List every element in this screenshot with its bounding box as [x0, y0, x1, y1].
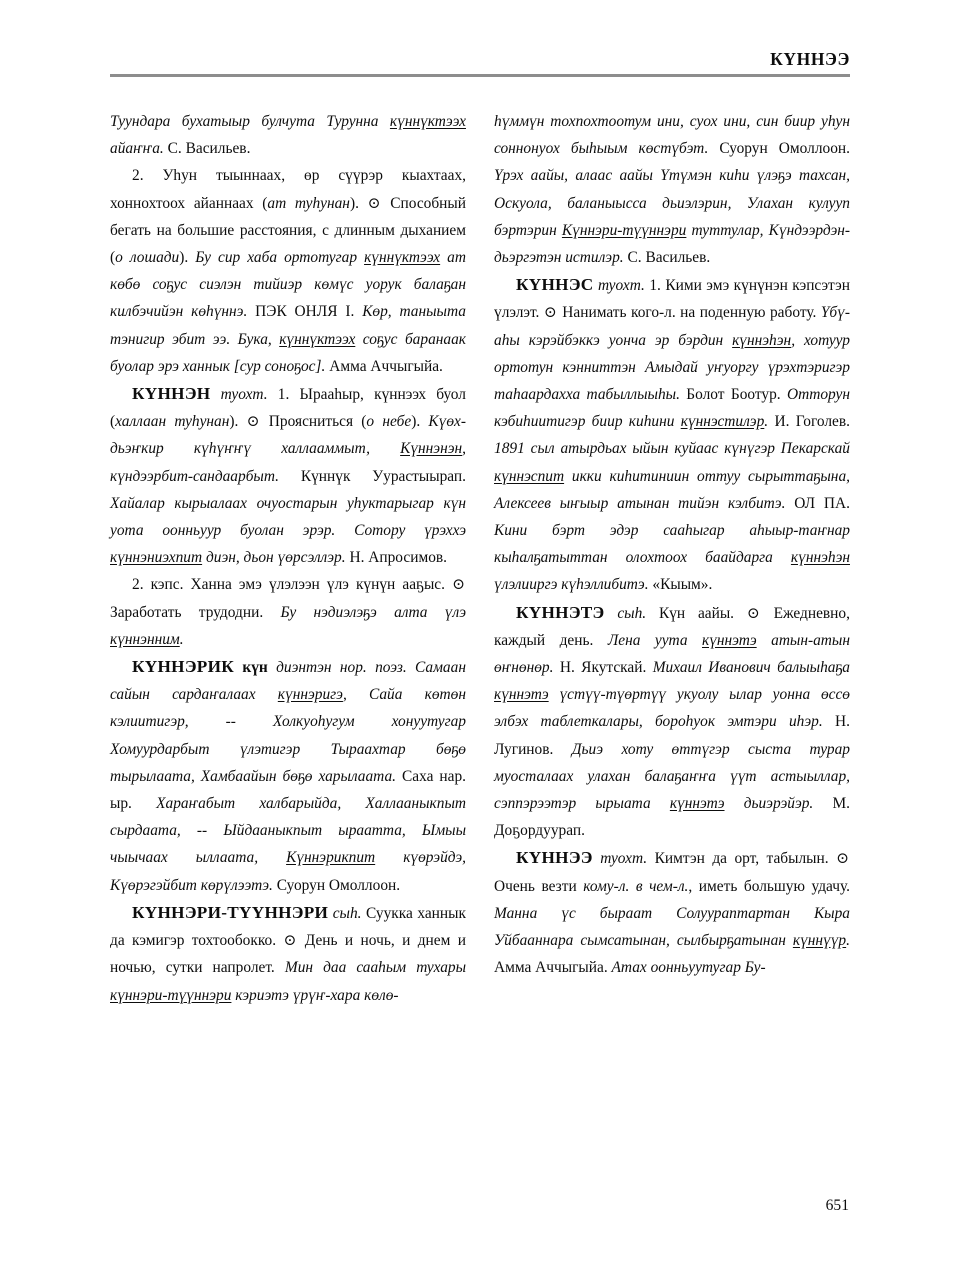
example-text: күөрэйдэ, Күөрэгэйбит көрүлээтэ.: [110, 849, 466, 894]
russian-gloss: Способный бегать на большие расстояния, с длинным дыханием (: [110, 194, 466, 267]
example-text: Үрэх аайы, алаас аайы Үтүмэн киһи үлэҕэ тахсан, Оскуола, баланыысса дьиэлэрин, Улахан кулууп бэртэрин: [494, 167, 850, 239]
yakut-definition: Кими эмэ күнүнэн кэпсэтэн үлэлэт.: [494, 277, 851, 322]
sense-number: 2.: [132, 167, 144, 185]
example-text: үлэлииргэ күһэллибитэ.: [494, 576, 649, 594]
example-text: Лена уута: [607, 631, 702, 649]
cited-form: Күннэнэн: [400, 440, 463, 458]
example-text: .: [179, 630, 184, 648]
cited-form: күннэригэ: [277, 686, 343, 704]
example-text: 1891 сыл атырдьах ыйын куйаас күнүгэр Пекарскай: [494, 440, 850, 458]
source-attribution: Суорун Омоллоон.: [719, 140, 850, 158]
headword: КҮННЭС: [516, 275, 594, 295]
grammar-label: туохт.: [220, 386, 268, 404]
example-text: , күндээрбит-сандаарбыт.: [110, 440, 466, 485]
cited-form: күннэниэхпит: [110, 549, 203, 567]
cited-form: Күннэри-түүннэри: [561, 221, 687, 239]
running-head: КҮННЭЭ: [770, 49, 850, 69]
russian-gloss: Заработать трудодни.: [110, 603, 264, 621]
example-text: диэн, дьон үөрсэллэр.: [202, 549, 346, 567]
example-text: Үбү-аһы кэрэйбэккэ уонча эр бэрдин: [494, 304, 850, 349]
sense-marker-icon: ⊙: [452, 576, 465, 594]
entry-kunneri-tuunneri: [110, 899, 466, 1009]
source-attribution: Саха нар. ыр.: [110, 767, 466, 813]
sense-number: 1.: [649, 277, 661, 295]
cited-form: күннэһэн: [732, 331, 792, 349]
sense-marker-icon: ⊙: [543, 304, 557, 322]
cited-form: күннэри-түүннэри: [110, 986, 232, 1004]
source-attribution: Амма Аччыгыйа.: [329, 357, 443, 375]
russian-gloss-qualifier: о лошади: [115, 249, 180, 267]
headword: КҮННЭРИ-ТҮҮННЭРИ: [132, 902, 329, 922]
example-text: дьиэрэйэр.: [724, 795, 814, 813]
russian-gloss-close: , иметь большую удачу.: [688, 877, 850, 895]
source-attribution: Суорун Омоллоон.: [276, 876, 401, 894]
example-text: .: [846, 932, 850, 950]
usage-label: кэпс.: [150, 576, 184, 594]
grammar-label: нор. поэз.: [339, 659, 407, 677]
grammar-label: сыһ.: [617, 604, 647, 622]
source-attribution: «Кыым».: [652, 576, 713, 594]
example-text: Көр, таныыта тэнигир эбит ээ. Бука,: [110, 303, 466, 348]
example-text: Михаил Иванович балыыһаҕа: [652, 659, 851, 677]
source-attribution: Н. Лугинов.: [494, 713, 850, 758]
russian-gloss: Нанимать кого-л. на поденную работу.: [562, 304, 817, 322]
header-rule: [110, 74, 850, 77]
headword: КҮННЭЭ: [516, 848, 593, 868]
right-column: [494, 108, 850, 1183]
sense-marker-icon: ⊙: [367, 194, 381, 212]
example-text: атын-атын өҥнөнөр.: [494, 631, 850, 677]
yakut-definition-qualifier: халлаан туһунан: [115, 413, 230, 431]
cited-form: күннэтэ: [494, 686, 549, 704]
russian-gloss-close: ).: [179, 249, 189, 267]
source-attribution: М. Доҕордуурап.: [494, 795, 851, 840]
column-container: [110, 108, 850, 1183]
example-text: үстүү-түөртүү укуолу ылар уонна өссө элбэх таблеткалары, бороһуок эмтэри иһэр.: [494, 686, 850, 731]
grammar-label: туохт.: [600, 850, 648, 868]
sense-marker-icon: ⊙: [746, 604, 760, 622]
paragraph-continuation: [110, 108, 466, 162]
cited-form: күннүктээх: [279, 330, 356, 348]
yakut-definition: Ырааһыр, күннээх буол (: [110, 386, 466, 431]
example-text: ат көбө соҕус сиэлэн тийиэр көмүс уорук балаҕан килбэчийэн көһүннэ.: [110, 249, 466, 321]
page-number: 651: [825, 1197, 849, 1214]
derivation-base: күн: [242, 659, 268, 677]
example-text: Кини бэрт эдэр сааһыгар аһыыр-таҥнар кыһалҕатыттан олохтоох баайдарга: [494, 522, 850, 567]
source-attribution: С. Васильев.: [167, 140, 251, 158]
example-text: Бу нэдиэлэҕэ алта үлэ: [280, 603, 466, 621]
example-text: .: [764, 413, 769, 431]
sense-block: [110, 571, 466, 653]
example-text: , Сайа көтөн кэлиитигэр, -- Холкуоһугум хонуутугар Хомуурдарбыт үлэтигэр Тыраахтар бөҕө тырылаата, Хамбаайын бөҕө харылаата.: [110, 686, 466, 785]
sense-number: 2.: [132, 576, 144, 594]
russian-gloss: День и ночь, и днем и ночью, сутки напролет.: [110, 932, 466, 977]
yakut-definition: Суукка ханнык да кэмигэр тохтообокко.: [110, 904, 466, 950]
example-text: Хараҥабыт халбарыйда, Халлааныкпыт сырдаата, -- Ыйдааныкпыт ыраатта, Ымыы чыычаах ыллаата,: [110, 795, 466, 867]
yakut-definition: Кимтэн да орт, табылын.: [654, 850, 829, 868]
headword: КҮННЭН: [132, 384, 211, 404]
entry-kunnee: [494, 844, 850, 981]
headword: КҮННЭТЭ: [516, 602, 605, 622]
sense-marker-icon: ⊙: [246, 413, 260, 431]
grammar-label: туохт.: [597, 277, 645, 295]
yakut-definition: Күн аайы.: [658, 604, 735, 622]
entry-kunnerik: [110, 653, 466, 899]
yakut-definition-close: ).: [349, 194, 359, 212]
example-text: кэриэтэ үрүҥ-хара көлө-: [231, 986, 399, 1004]
example-text: һүммүн тохпохтоотум ини, суох ини, син биир уһун соннонуох быһыым көстүбэт.: [494, 113, 850, 158]
cited-form: күннэтэ: [702, 631, 757, 649]
example-text: туттулар, Күндээрдэн-дьэргэтэн истилэр.: [494, 221, 850, 267]
cited-form: Күннэрикпит: [286, 849, 376, 867]
derivation-label: диэнтэн: [276, 659, 332, 677]
source-attribution: ПЭК ОНЛЯ I.: [255, 303, 355, 321]
russian-gloss: Ежедневно, каждый день.: [494, 604, 850, 649]
russian-gloss-qualifier: кому-л. в чем-л.: [583, 877, 689, 895]
cited-form: күннэтэ: [669, 795, 725, 813]
example-text: икки киһитиниин оттуу сырыттаҕына, Алексеев ыҥыыр атынан тийэн кэлбитэ.: [494, 467, 850, 512]
cited-form: күннэстилэр: [680, 413, 765, 431]
yakut-definition-close: ).: [229, 413, 239, 431]
sense-number: 1.: [277, 386, 290, 404]
example-text: Отторун кэбиһиитигэр биир киһини: [494, 386, 850, 431]
example-text: соҕус баранаак буолар эрэ ханнык [сур соноҕос].: [110, 330, 466, 375]
entry-kunnete: [494, 599, 850, 845]
cited-form: күннүктээх: [364, 249, 441, 267]
source-attribution: И. Гоголев.: [774, 413, 850, 431]
source-attribution: Н. Якутскай.: [559, 659, 647, 677]
source-attribution: Амма Аччыгыйа.: [494, 959, 608, 977]
sense-marker-icon: ⊙: [283, 932, 297, 950]
example-text: Дьиэ хоту өттүгэр сыста турар муосталаах улахан балаҕаҥҥа үүт астыыллар, сэппэрээтэр ырыата: [494, 740, 850, 813]
russian-gloss-close: ).: [411, 413, 421, 431]
cited-form: күннүктээх: [389, 113, 466, 130]
sense-block: [110, 162, 466, 380]
source-attribution: С. Васильев.: [627, 249, 711, 267]
example-text: Бу сир хаба ортотугар: [195, 249, 365, 267]
yakut-definition: Уһун тыыннаах, өр сүүрэр кыахтаах, хоннохтоох айаннаах (: [110, 167, 466, 212]
cited-form: күннэнним: [110, 630, 180, 648]
example-text: Самаан сайын сардаҥалаах: [110, 659, 466, 704]
entry-kunnes: [494, 271, 850, 598]
example-text: Манна үс быраат Солуураптартан Кыра Уйбааннара сымсатынан, сылбырҕатынан: [494, 904, 850, 950]
sense-marker-icon: ⊙: [836, 850, 849, 868]
source-attribution: ОЛ ПА.: [794, 494, 850, 512]
example-text: Атах оонньуутугар Бу-: [611, 959, 766, 977]
entry-kunnen: [110, 380, 466, 571]
example-text: айаҥҥа.: [110, 140, 164, 158]
russian-gloss: Проясниться (: [268, 413, 367, 431]
source-attribution: Күннүк Уурастыырап.: [300, 467, 466, 485]
left-column: [110, 108, 466, 1183]
grammar-label: сыһ.: [332, 904, 362, 922]
yakut-definition-qualifier: ат туһунан: [267, 194, 350, 212]
russian-gloss: Очень везти: [494, 877, 584, 895]
cited-form: күннэспит: [494, 467, 565, 485]
example-text: Күөх-дьэҥкир күһүҥҥү халлааммыт,: [110, 413, 466, 458]
cited-form: күннэһэн: [790, 549, 850, 567]
example-text: , хотуур ортотун кэнниттэн Амыдай уҥуоргу үрэхтэригэр таһаардахха табыллыыһы.: [494, 331, 850, 404]
example-text: Мин даа сааһым тухары: [284, 959, 467, 977]
headword: КҮННЭРИК: [132, 657, 235, 677]
russian-gloss-qualifier: о небе: [366, 413, 412, 431]
paragraph-continuation: [494, 108, 850, 271]
source-attribution: Н. Апросимов.: [349, 549, 448, 567]
source-attribution: Болот Боотур.: [686, 386, 781, 404]
example-text: Хайалар кырыалаах очуостарын уһуктарыгар күн уота оонньуур буолан эрэр. Сотору үрэххэ: [110, 494, 466, 540]
page-header: [110, 48, 850, 82]
example-text: Туундара бухатыыр булчута Турунна: [110, 113, 390, 130]
cited-form: күннүүр: [792, 932, 847, 950]
yakut-definition: Ханна эмэ үлэлээн үлэ күнүн ааҕыс.: [190, 576, 445, 594]
